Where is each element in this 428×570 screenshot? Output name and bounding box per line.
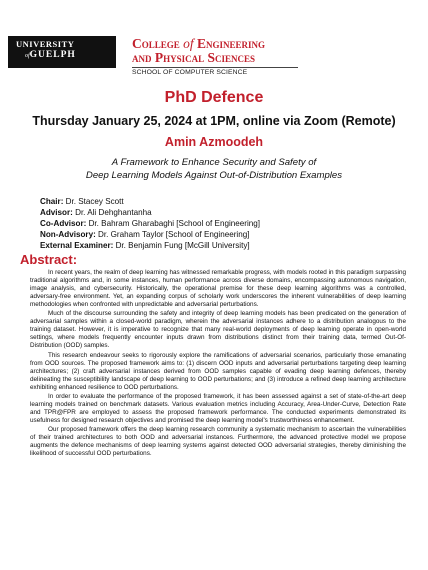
committee-role: Chair:	[40, 197, 64, 206]
college-text-a: College	[132, 36, 184, 51]
logo-guelph-text: GUELPH	[29, 50, 76, 60]
abstract-paragraph: In order to evaluate the performance of the proposed framework, it has been assessed against a set of state-of-the-art deep learning models trained on benchmark datasets. Various evaluation metrics including Accuracy, Area-Under-Curve, Detection Rate and TPR@FPR are employed to assess the proposed framework performance. The conducted experiments demonstrated its usefulness for designed research objectives and promised the deep learning model's trustworthiness enhancement.	[30, 393, 406, 424]
committee-role: Co-Advisor:	[40, 219, 87, 228]
college-text-b: Engineering	[193, 36, 266, 51]
logo-of-text: of	[25, 53, 30, 59]
thesis-title-line1: A Framework to Enhance Security and Safety of	[111, 157, 317, 168]
event-title-block	[0, 88, 428, 150]
school-name: SCHOOL OF COMPUTER SCIENCE	[132, 69, 248, 76]
abstract-heading: Abstract:	[20, 252, 78, 267]
logo-university-text: UNIVERSITY	[16, 39, 75, 49]
college-text-of: of	[183, 36, 194, 51]
event-datetime: Thursday January 25, 2024 at 1PM, online via Zoom (Remote)	[32, 114, 396, 128]
committee-member: Dr. Benjamin Fung [McGill University]	[113, 241, 250, 250]
committee-role: Advisor:	[40, 208, 73, 217]
committee-member: Dr. Graham Taylor [School of Engineering]	[95, 230, 250, 239]
college-name	[132, 37, 422, 65]
committee-row-advisor	[40, 207, 400, 218]
committee-role: Non-Advisory:	[40, 230, 96, 239]
committee-row-external-examiner	[40, 240, 400, 251]
abstract-paragraph: Much of the discourse surrounding the safety and integrity of deep learning models has been predicated on the generation of adversarial samples within a closed-world paradigm, wherein the adversarial instances adhere to a distribution analogous to the training dataset. However, it is imperative to recognize that many real-world deployments of deep learning operate in open-world settings, where models frequently encounter inputs drawn from distributions distinct from their training data, termed Out-Of-Distribution (OOD) samples.	[30, 310, 406, 350]
abstract-paragraph: In recent years, the realm of deep learning has witnessed remarkable progress, with models rooted in this paradigm surpassing traditional algorithms and, in some instances, human performance across diverse domains, encompassing autonomous navigation, image analysis, and cybersecurity. Historically, the operational premise for these deep learning algorithms was a controlled, adversary-free environment. Yet, an expanding corpus of scholarly work underscores the inherent vulnerabilities of deep learning methodologies when confronted with unpredictable and adversarial perturbations.	[30, 269, 406, 308]
committee-role: External Examiner:	[40, 241, 114, 250]
committee-member: Dr. Stacey Scott	[63, 197, 124, 206]
committee-member: Dr. Bahram Gharabaghi [School of Engineering]	[86, 219, 260, 228]
committee-list	[40, 196, 400, 251]
presenter-name: Amin Azmoodeh	[164, 135, 264, 149]
thesis-title-line2: Deep Learning Models Against Out-of-Distribution Examples	[85, 170, 343, 181]
committee-row-chair	[40, 196, 400, 207]
committee-member: Dr. Ali Dehghantanha	[72, 208, 152, 217]
abstract-paragraph: This research endeavour seeks to rigorously explore the ramifications of adversarial scenarios, particularly those emanating from OOD sources. The proposed framework aims to: (1) discern OOD inputs and adversarial perturbations targeting deep learning architectures; (2) craft adversarial instances derived from OOD samples capable of evading deep learning defences, thereby delineating the susceptibility landscape of deep learning to OOD perturbations; and (3) introduce a refined deep learning architecture exhibiting enhanced resilience to OOD perturbations.	[30, 351, 406, 391]
thesis-title	[40, 156, 388, 182]
header-divider	[132, 67, 298, 68]
college-text-line2: and Physical Sciences	[132, 50, 256, 65]
abstract-body	[30, 269, 406, 460]
header	[0, 0, 428, 90]
university-of-guelph-logo	[8, 36, 116, 68]
abstract-paragraph: Our proposed framework offers the deep learning research community a systematic mechanism to ascertain the vulnerabilities of their trained architectures to both OOD and adversarial instances. Furthermore, the advanced protective model we propose augments the defence mechanisms of deep learning systems against detected OOD adversarial strategies, thereby diminishing the likelihood of successful OOD perturbations.	[30, 426, 406, 458]
committee-row-co-advisor	[40, 218, 400, 229]
committee-row-non-advisory	[40, 229, 400, 240]
event-title: PhD Defence	[164, 89, 264, 106]
